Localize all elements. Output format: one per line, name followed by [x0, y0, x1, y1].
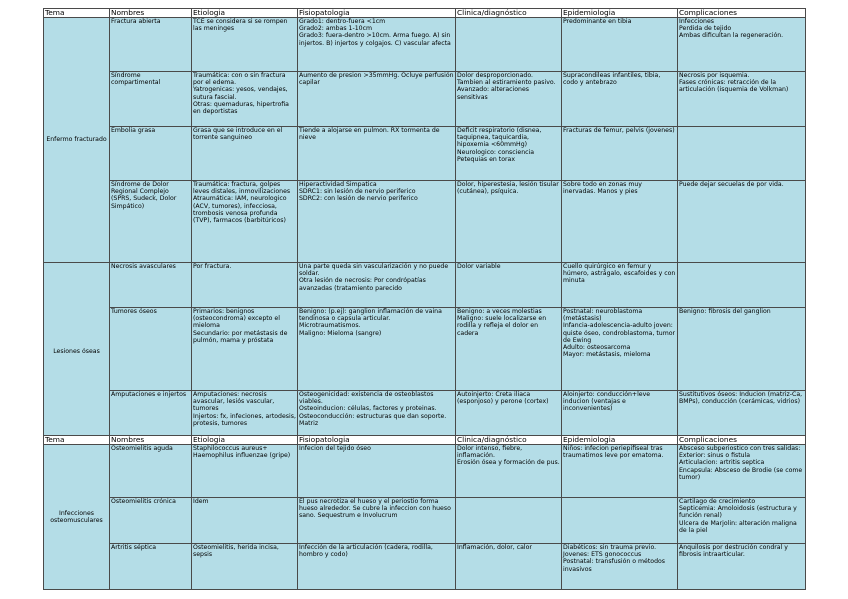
table-cell [678, 263, 806, 308]
clinical-table-1 [43, 8, 806, 442]
header-cell: Etiologia [192, 9, 298, 18]
table-cell: Síndrome de Dolor Regional Complejo (SPRS, Sudeck, Dolor Simpático) [110, 181, 192, 263]
table-row [44, 498, 806, 544]
table-row [44, 263, 806, 308]
table-cell [456, 18, 562, 72]
table-cell: Osteomielitis, herida incisa, sepsis [192, 544, 298, 590]
table-cell: Infecion del tejido óseo [298, 445, 456, 498]
header-cell: Fisiopatologia [298, 436, 456, 445]
tema-cell: Infecciones osteomusculares [44, 445, 110, 590]
table-cell: Autoinjerto: Creta iliaca (esponjoso) y perone (cortex) [456, 391, 562, 442]
table-cell: Supracondileas infantiles, tibia, codo y antebrazo [562, 72, 678, 127]
table-cell: Traumática: fractura, golpes leves distales, inmovilizaciones Atraumática: IAM, neurologico (ACV, tumores), infecciosa, trombosis venosa profunda (TVP), farmacos (barbitúricos) [192, 181, 298, 263]
table-cell: Cartilago de crecimiento Septicemia: Amoloidosis (estructura y función renal) Ulcera de Marjolin: alteración maligna de la piel [678, 498, 806, 544]
table-cell: Traumática: con o sin fractura por el edema. Yatrogenicas: yesos, vendajes, sutura fascial. Otras: quemaduras, hipertrofia en deportistas [192, 72, 298, 127]
table-cell: Osteomielitis aguda [110, 445, 192, 498]
table-cell: Embolia grasa [110, 127, 192, 181]
table-cell: Sobre todo en zonas muy inervadas. Manos y pies [562, 181, 678, 263]
table-cell: Deficit respiratorio (disnea, taquipnea, taquicardia, hipoxemia <60mmHg) Neurologico: consciencia Petequias en torax [456, 127, 562, 181]
table-cell: Postnatal: neuroblastoma (metástasis) Infancia-adolescencia-adulto joven: quiste óseo, condroblastoma, tumor de Ewing Adulto: osteosarcoma Mayor: metástasis, mieloma [562, 308, 678, 391]
table-cell [678, 127, 806, 181]
table-cell: Infección de la articulación (cadera, rodilla, hombro y codo) [298, 544, 456, 590]
table-cell: Necrosis avasculares [110, 263, 192, 308]
table-cell: Dolor, hiperestesia, lesión tisular (cutánea), psíquica. [456, 181, 562, 263]
table-cell: Una parte queda sin vascularización y no puede soldar. Otra lesión de necrosis: Por condrópatías avanzadas (tratamiento parecido [298, 263, 456, 308]
table-cell: Fractura abierta [110, 18, 192, 72]
table-cell [562, 498, 678, 544]
table-cell: Diabéticos: sin trauma previo. Jovenes: ETS gonococcus Postnatal: transfusión o métodos invasivos [562, 544, 678, 590]
table-cell: Benigno: a veces molestias Maligno: suele localizarse en rodilla y refleja el dolor en cadera [456, 308, 562, 391]
table-cell: Anquilosis por destrución condral y fibrosis intraarticular. [678, 544, 806, 590]
tema-cell: Enfermo fracturado [44, 18, 110, 263]
header-cell: Complicaciones [678, 436, 806, 445]
table-cell: Tumores óseos [110, 308, 192, 391]
header-cell: Nombres [110, 436, 192, 445]
header-cell: Tema [44, 9, 110, 18]
table-cell: Grasa que se introduce en el torrente sanguineo [192, 127, 298, 181]
header-cell: Epidemiologia [562, 436, 678, 445]
table-cell: Staphilococcus aureus+ Haemophilus influenzae (gripe) [192, 445, 298, 498]
tema-cell: Lesiones óseas [44, 263, 110, 442]
header-cell: Fisiopatologia [298, 9, 456, 18]
table-cell: Infecciones Perdida de tejido Ambas dificultan la regeneración. [678, 18, 806, 72]
table-cell: TCE se considera si se rompen las meninges [192, 18, 298, 72]
table-cell: Artritis séptica [110, 544, 192, 590]
table-row [44, 18, 806, 72]
header-cell: Tema [44, 436, 110, 445]
table-row [44, 308, 806, 391]
table-cell: Niños: infecion periepifiseal tras traumatimos leve por ematoma. [562, 445, 678, 498]
header-cell: Clinica/diagnóstico [456, 436, 562, 445]
table-cell: Sustitutivos óseos: Inducion (matriz-Ca, BMPs), conducción (cerámicas, vidrios) [678, 391, 806, 442]
table-cell: Dolor intenso, fiebre, inflamación. Erosión ósea y formación de pus. [456, 445, 562, 498]
table-cell: Puede dejar secuelas de por vida. [678, 181, 806, 263]
table-cell: Grado1: dentro-fuera <1cm Grado2: ambas 1-10cm Grado3: fuera-dentro >10cm. Arma fuego. A) sin injertos. B) injertos y colgajos. C) vascular afecta [298, 18, 456, 72]
table-row [44, 72, 806, 127]
table-cell: Inflamación, dolor, calor [456, 544, 562, 590]
table-cell: Fracturas de femur, pelvis (jovenes) [562, 127, 678, 181]
table-cell: Aumento de presion >35mmHg. Ocluye perfusión capilar [298, 72, 456, 127]
header-row [44, 436, 806, 445]
table-cell: Absceso subperiostico con tres salidas: Exterior: sinus o fistula Articulacion: artritis septica Encapsula: Absceso de Brodie (se come tumor) [678, 445, 806, 498]
table-cell: Osteogenicidad: existencia de osteoblastos viables. Osteoinducion: células, factores y proteinas. Osteoconducción: estructuras que dan soporte. Matriz [298, 391, 456, 442]
header-cell: Etiologia [192, 436, 298, 445]
header-row [44, 9, 806, 18]
table-cell: Dolor desproporcionado. Tambien al estiramiento pasivo. Avanzado: alteraciones sensitivas [456, 72, 562, 127]
table-cell: Síndrome compartimental [110, 72, 192, 127]
table-row [44, 445, 806, 498]
table-cell: Benigno: fibrosis del ganglion [678, 308, 806, 391]
table-cell: Amputaciones e injertos [110, 391, 192, 442]
table-cell: Necrosis por isquemia. Fases crónicas: retracción de la articulación (isquemia de Volkman) [678, 72, 806, 127]
table-cell: Predominante en tibia [562, 18, 678, 72]
table-cell: Hiperactividad Simpatica SDRC1: sin lesión de nervio periferico SDRC2: con lesión de nervio periferico [298, 181, 456, 263]
table-row [44, 181, 806, 263]
table-cell: El pus necrotiza el hueso y el periostio forma hueso alrededor. Se cubre la infeccion con hueso sano. Sequestrum e Involucrum [298, 498, 456, 544]
table-cell: Cuello quirúrgico en femur y húmero, astrágalo, escafoides y con minuta [562, 263, 678, 308]
table-cell: Dolor variable [456, 263, 562, 308]
table-cell: Amputaciones: necrosis avascular, lesiós vascular, tumores Injertos: fx, infeciones, artodesis, protesis, tumores [192, 391, 298, 442]
table-cell: Por fractura. [192, 263, 298, 308]
table-cell: Idem [192, 498, 298, 544]
table-cell: Osteomielitis crónica [110, 498, 192, 544]
table-cell: Benigno: (p.ej): ganglion inflamación de vaina tendinosa o capsula articular. Microtraumatismos. Maligno: Mieloma (sangre) [298, 308, 456, 391]
table-cell [456, 498, 562, 544]
header-cell: Complicaciones [678, 9, 806, 18]
table-cell: Aloinjerto: conducción+leve inducion (ventajas e inconvenientes) [562, 391, 678, 442]
table-row [44, 127, 806, 181]
table-row [44, 391, 806, 442]
header-cell: Epidemiologia [562, 9, 678, 18]
header-cell: Clinica/diagnóstico [456, 9, 562, 18]
table-cell: Primarios: benignos (osteocondroma) excepto el mieloma Secundario: por metástasis de pulmón, mama y próstata [192, 308, 298, 391]
header-cell: Nombres [110, 9, 192, 18]
clinical-table-2 [43, 435, 806, 590]
table-cell: Tiende a alojarse en pulmon. RX tormenta de nieve [298, 127, 456, 181]
table-row [44, 544, 806, 590]
